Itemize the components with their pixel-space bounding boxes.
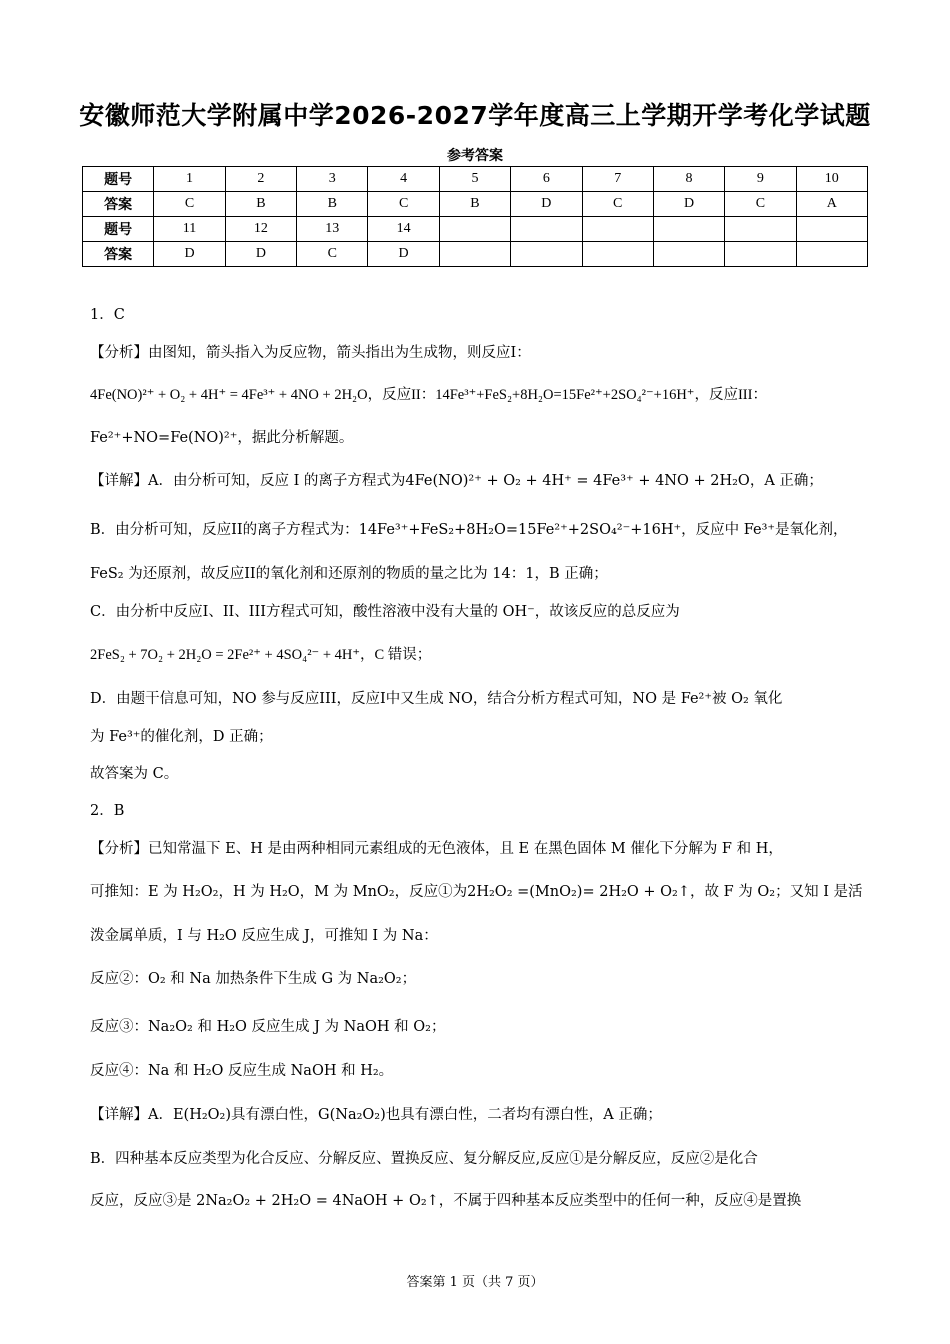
page-footer: 答案第 1 页（共 7 页） [406, 1275, 544, 1290]
answer-line: 反应，反应③是 2Na₂O₂ + 2H₂O = 4NaOH + O₂↑，不属于四种基本反应类型中的任何一种，反应④是置换 [90, 1193, 802, 1209]
answer-table-cell [725, 242, 796, 267]
answer-table-row [83, 242, 868, 267]
answer-line: D．由题干信息可知，NO 参与反应III，反应I中又生成 NO，结合分析方程式可知，NO 是 Fe²⁺被 O₂ 氧化 [90, 691, 783, 707]
answer-table-cell [439, 217, 510, 242]
answer-table-header-cell: 答案 [83, 192, 154, 217]
answer-line: 反应④：Na 和 H₂O 反应生成 NaOH 和 H₂。 [90, 1063, 394, 1079]
answer-line: 反应②：O₂ 和 Na 加热条件下生成 G 为 Na₂O₂； [90, 971, 417, 987]
answer-table-cell: 1 [154, 167, 225, 192]
answer-line: B．四种基本反应类型为化合反应、分解反应、置换反应、复分解反应,反应①是分解反应，反应②是化合 [90, 1151, 758, 1167]
answer-table-header-cell: 题号 [83, 167, 154, 192]
answer-table-cell: D [653, 192, 724, 217]
answer-table-cell: B [225, 192, 296, 217]
answer-table-cell [653, 242, 724, 267]
answer-table-cell [796, 242, 867, 267]
answer-table-cell: 3 [297, 167, 368, 192]
answer-table-cell [582, 242, 653, 267]
answer-table-cell: 14 [368, 217, 439, 242]
answer-line: 故答案为 C。 [90, 766, 179, 782]
page-title: 安徽师范大学附属中学2026-2027学年度高三上学期开学考化学试题 [79, 101, 871, 130]
answer-table-cell: 4 [368, 167, 439, 192]
answer-line: C．由分析中反应I、II、III方程式可知，酸性溶液中没有大量的 OH⁻，故该反应的总反应为 [90, 604, 680, 620]
answer-line: Fe²⁺+NO=Fe(NO)²⁺，据此分析解题。 [90, 430, 354, 446]
answer-table-cell: 2 [225, 167, 296, 192]
answer-table-cell: 9 [725, 167, 796, 192]
answer-line: 2．B [90, 803, 125, 819]
answer-table-cell: 8 [653, 167, 724, 192]
answer-table-row [83, 192, 868, 217]
answer-table-cell: 10 [796, 167, 867, 192]
answer-line: 可推知：E 为 H₂O₂，H 为 H₂O，M 为 MnO₂，反应①为2H₂O₂ =(MnO₂)= 2H₂O + O₂↑，故 F 为 O₂；又知 I 是活 [90, 884, 863, 900]
answer-table-cell: 7 [582, 167, 653, 192]
answer-table-cell [582, 217, 653, 242]
answer-table-cell: D [511, 192, 582, 217]
answer-table-cell: B [439, 192, 510, 217]
answer-line: 【详解】A．由分析可知，反应 I 的离子方程式为4Fe(NO)²⁺ + O₂ + 4H⁺ = 4Fe³⁺ + 4NO + 2H₂O，A 正确； [90, 473, 823, 489]
answer-table [82, 166, 868, 267]
answer-line: 【分析】由图知，箭头指入为反应物，箭头指出为生成物，则反应I： [90, 345, 531, 361]
answer-table-cell [796, 217, 867, 242]
answer-table-cell: D [368, 242, 439, 267]
answer-table-cell [511, 242, 582, 267]
answer-table-cell: C [154, 192, 225, 217]
answer-table-cell: 11 [154, 217, 225, 242]
answer-table-row [83, 167, 868, 192]
answer-line: 为 Fe³⁺的催化剂，D 正确； [90, 729, 273, 745]
answer-line: 【分析】已知常温下 E、H 是由两种相同元素组成的无色液体，且 E 在黑色固体 M 催化下分解为 F 和 H， [90, 841, 783, 857]
answer-table-cell: C [368, 192, 439, 217]
answer-table-cell: 6 [511, 167, 582, 192]
answer-table-cell [511, 217, 582, 242]
answer-table-cell: B [297, 192, 368, 217]
answer-table-cell: 5 [439, 167, 510, 192]
answer-line: 4Fe(NO)²⁺ + O₂ + 4H⁺ = 4Fe³⁺ + 4NO + 2H₂O，反应II：14Fe³⁺+FeS₂+8H₂O=15Fe²⁺+2SO₄²⁻+16H⁺，反应III： [90, 387, 767, 403]
answer-table-cell: D [154, 242, 225, 267]
answer-table-row [83, 217, 868, 242]
answer-line: 泼金属单质，I 与 H₂O 反应生成 J，可推知 I 为 Na： [90, 928, 438, 944]
answer-table-header-cell: 答案 [83, 242, 154, 267]
answer-line: 1．C [90, 307, 125, 323]
answer-table-header-cell: 题号 [83, 217, 154, 242]
answer-table-cell: D [225, 242, 296, 267]
answer-table-cell [653, 217, 724, 242]
answer-line: 反应③：Na₂O₂ 和 H₂O 反应生成 J 为 NaOH 和 O₂； [90, 1019, 446, 1035]
answer-table-cell: 12 [225, 217, 296, 242]
answer-table-cell: 13 [297, 217, 368, 242]
answer-subtitle: 参考答案 [447, 148, 503, 164]
answer-line: 【详解】A．E(H₂O₂)具有漂白性，G(Na₂O₂)也具有漂白性，二者均有漂白性，A 正确； [90, 1107, 662, 1123]
answer-line: 2FeS₂ + 7O₂ + 2H₂O = 2Fe²⁺ + 4SO₄²⁻ + 4H⁺，C 错误； [90, 647, 432, 663]
answer-table-cell: C [725, 192, 796, 217]
answer-table-cell: A [796, 192, 867, 217]
answer-table-cell [725, 217, 796, 242]
answer-line: FeS₂ 为还原剂，故反应II的氧化剂和还原剂的物质的量之比为 14：1，B 正确； [90, 566, 608, 582]
answer-table-cell: C [582, 192, 653, 217]
answer-line: B．由分析可知，反应II的离子方程式为：14Fe³⁺+FeS₂+8H₂O=15Fe²⁺+2SO₄²⁻+16H⁺，反应中 Fe³⁺是氧化剂， [90, 522, 848, 538]
answer-table-cell [439, 242, 510, 267]
answer-table-cell: C [297, 242, 368, 267]
